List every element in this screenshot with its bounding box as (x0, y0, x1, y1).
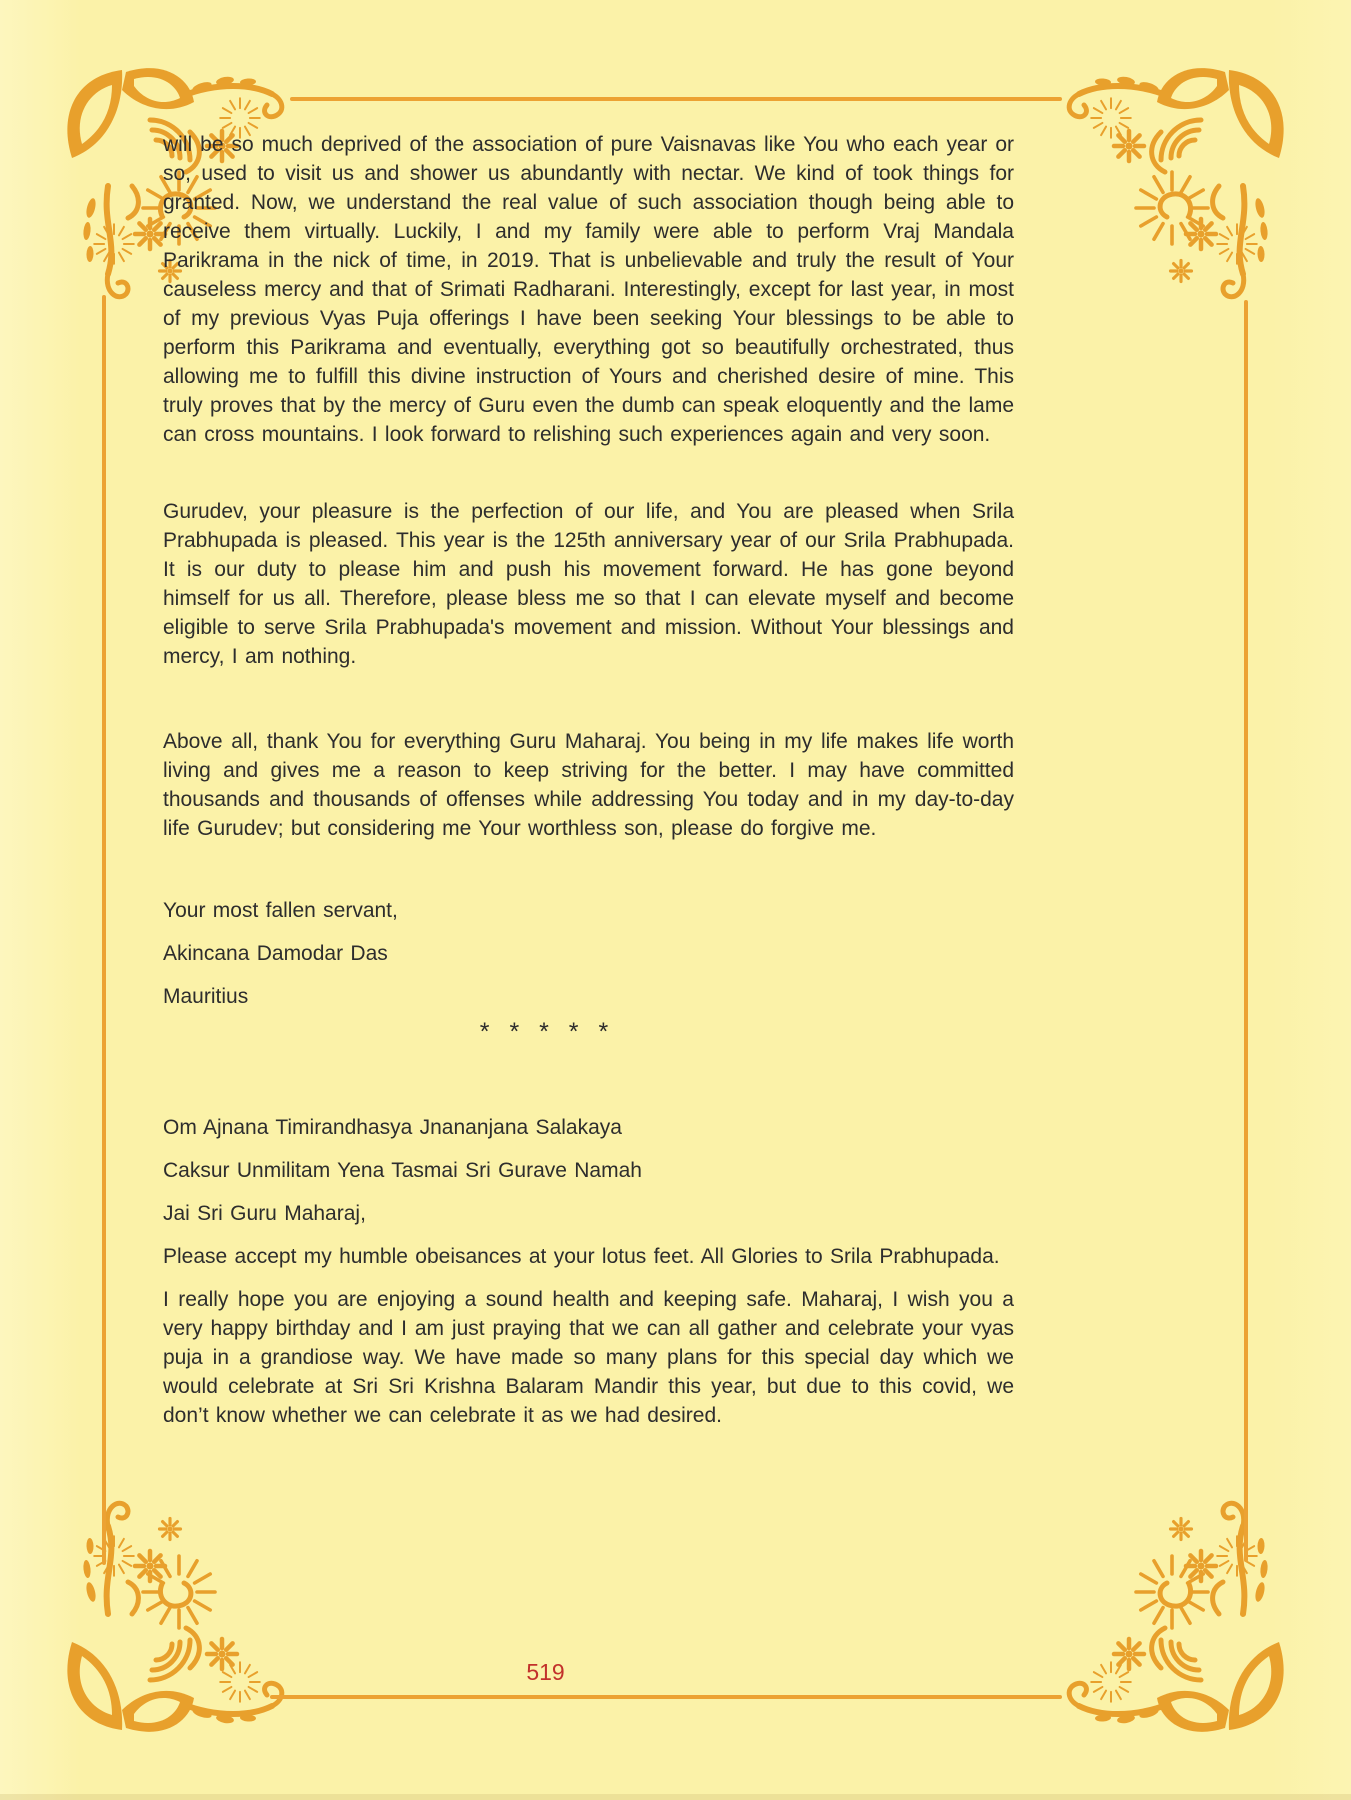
letter1-paragraph-3: Above all, thank You for everything Guru Maharaj. You being in my life makes life worth living and gives me a reason to keep striving for the better. I may have committed thousands and thousands of offenses while addressing You today and in my day-to-day life Gurudev; but considering me Your worthless son, please do forgive me. (163, 730, 1014, 840)
letter1-location: Mauritius (163, 985, 249, 1008)
letter1-paragraph-2: Gurudev, your pleasure is the perfection of our life, and You are pleased when Srila Prabhupada is pleased. This year is the 125th anniversary year of our Srila Prabhupada. It is our duty to please him and push his movement forward. He has gone beyond himself for us all. Therefore, please bless me so that I can elevate myself and become eligible to serve Srila Prabhupada's movement and mission. Without Your blessings and mercy, I am nothing. (163, 500, 1014, 668)
letter2-invocation-line-2: Caksur Unmilitam Yena Tasmai Sri Gurave Namah (163, 1159, 642, 1182)
page-number: 519 (526, 1659, 565, 1685)
corner-flourish-top-right-icon (1059, 66, 1289, 316)
letter2-paragraph-1: I really hope you are enjoying a sound health and keeping safe. Maharaj, I wish you a very happy birthday and I am just praying that we can all gather and celebrate your vyas puja in a grandiose way. We have made so many plans for this special day which we would celebrate at Sri Sri Krishna Balaram Mandir this year, but due to this covid, we don’t know whether we can celebrate it as we had desired. (163, 1288, 1014, 1427)
letter2-invocation-line-1: Om Ajnana Timirandhasya Jnananjana Salakaya (163, 1116, 622, 1139)
letter2-obeisances: Please accept my humble obeisances at your lotus feet. All Glories to Srila Prabhupada. (163, 1245, 1000, 1268)
corner-flourish-bottom-right-icon (1059, 1484, 1289, 1734)
frame-top-rule (290, 97, 1062, 101)
letter2-salutation: Jai Sri Guru Maharaj, (163, 1202, 366, 1225)
frame-bottom-rule (270, 1695, 1062, 1699)
frame-left-rule (102, 295, 106, 1565)
corner-flourish-bottom-left-icon (62, 1484, 292, 1734)
section-separator-stars: * * * * * (479, 1018, 612, 1046)
letter1-paragraph-1: will be so much deprived of the association of pure Vaisnavas like You who each year or so, used to visit us and shower us abundantly with nectar. We kind of took things for granted. Now, we understand the real value of such association though being able to receive them virtually. Luckily, I and my family were able to perform Vraj Mandala Parikrama in the nick of time, in 2019. That is unbelievable and truly the result of Your causeless mercy and that of Srimati Radharani. Interestingly, except for last year, in most of my previous Vyas Puja offerings I have been seeking Your blessings to be able to perform this Parikrama and eventually, everything got so beautifully orchestrated, thus allowing me to fulfill this divine instruction of Yours and cherished desire of mine. This truly proves that by the mercy of Guru even the dumb can speak eloquently and the lame can cross mountains. I look forward to relishing such experiences again and very soon. (163, 133, 1014, 446)
frame-right-rule (1244, 300, 1248, 1562)
letter1-signature: Akincana Damodar Das (163, 942, 388, 965)
letter1-closing: Your most fallen servant, (163, 899, 398, 922)
